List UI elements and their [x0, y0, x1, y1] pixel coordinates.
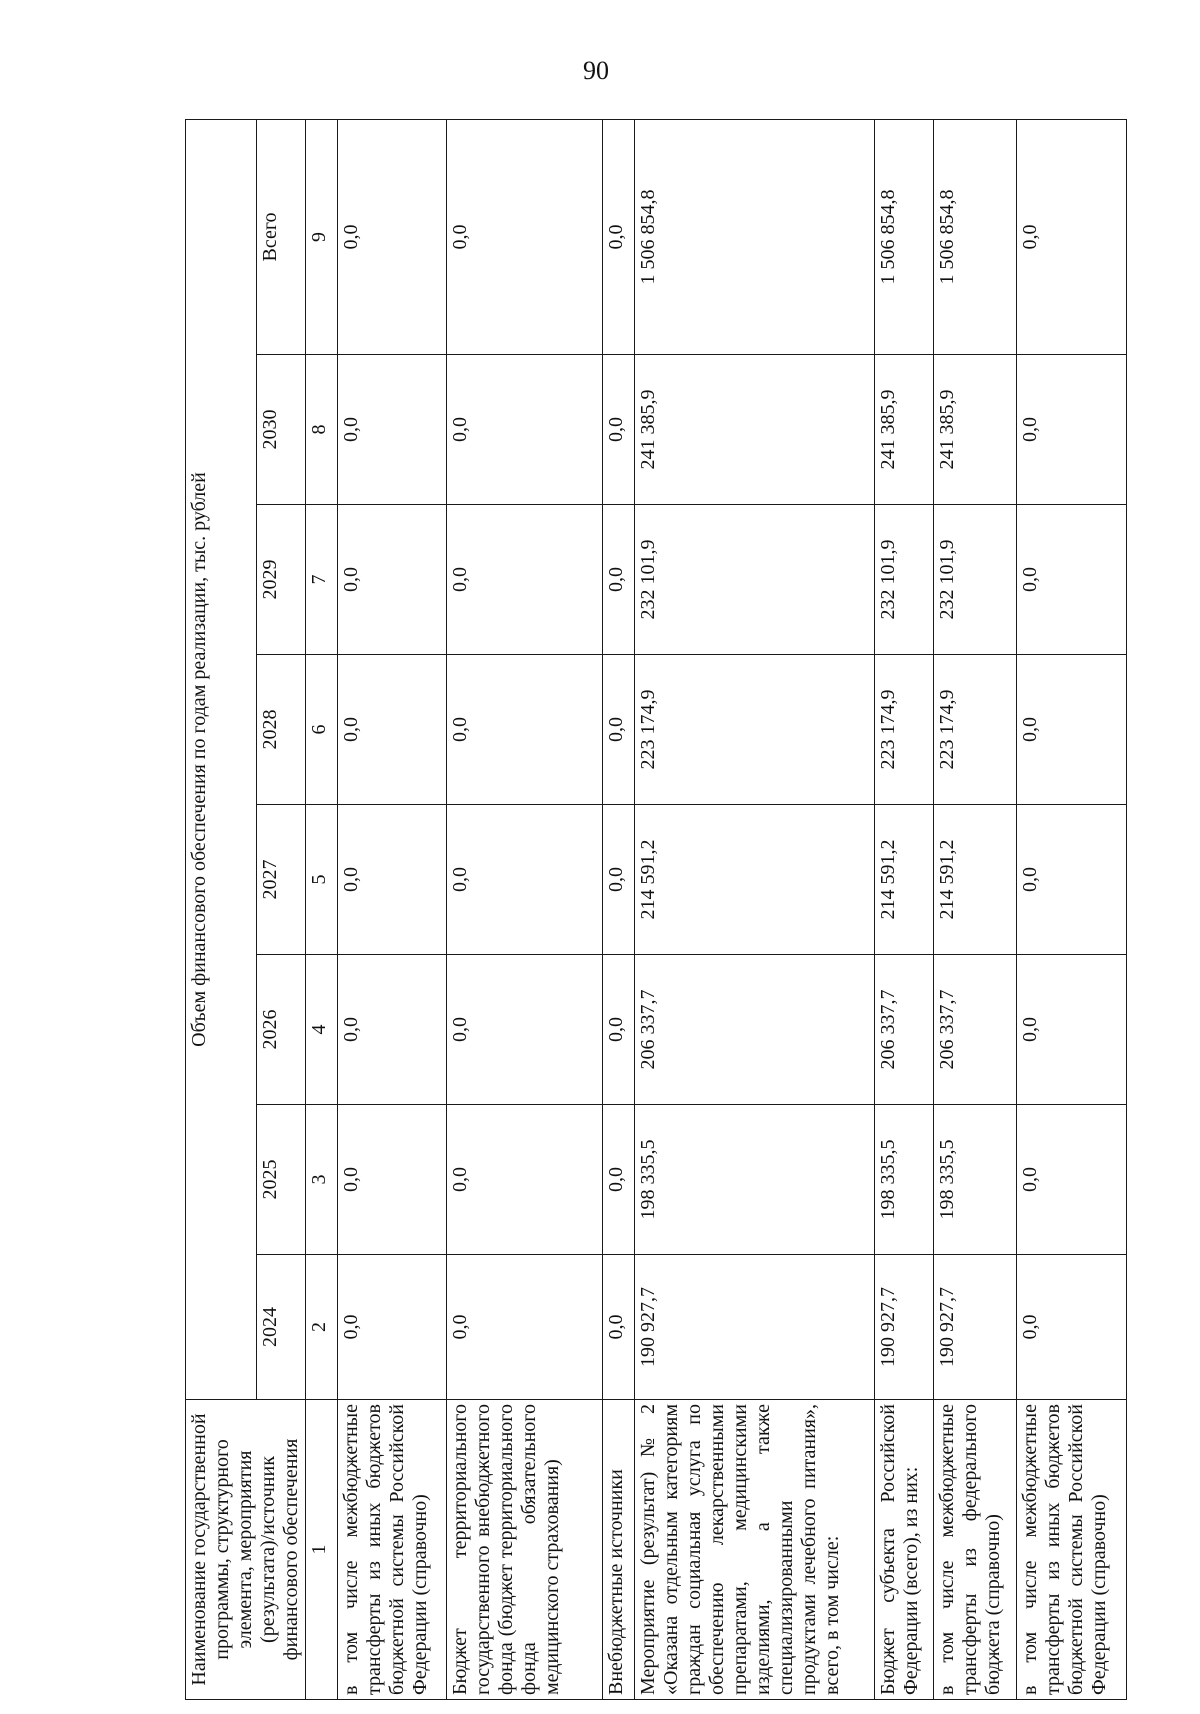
year-header-2028: 2028: [256, 655, 305, 805]
row-year-value: 0,0: [447, 1105, 603, 1255]
row-year-value: 0,0: [1017, 955, 1127, 1105]
index-cell: 6: [306, 655, 338, 805]
row-year-value: 0,0: [603, 355, 635, 505]
volume-header: Объем финансового обеспечения по годам реализации, тыс. рублей: [186, 119, 257, 1399]
row-year-value: 0,0: [447, 355, 603, 505]
row-year-value: 198 335,5: [933, 1105, 1017, 1255]
index-cell: 4: [306, 955, 338, 1105]
rotated-table-wrapper: [185, 120, 1111, 1700]
row-year-value: 0,0: [447, 505, 603, 655]
row-name: в том числе межбюджетные трансферты из иных бюджетов бюджетной системы Российской Федерации (справочно): [337, 1400, 447, 1700]
row-total-value: 0,0: [337, 119, 447, 354]
row-year-value: 0,0: [337, 1255, 447, 1400]
table-row: [1017, 119, 1127, 1699]
row-year-value: 0,0: [337, 355, 447, 505]
row-year-value: 0,0: [603, 655, 635, 805]
row-year-value: 241 385,9: [933, 355, 1017, 505]
index-cell: 7: [306, 505, 338, 655]
row-year-value: 206 337,7: [933, 955, 1017, 1105]
row-year-value: 0,0: [603, 805, 635, 955]
row-year-value: 0,0: [337, 1105, 447, 1255]
row-total-value: 1 506 854,8: [874, 119, 933, 354]
row-year-value: 223 174,9: [933, 655, 1017, 805]
row-total-value: 0,0: [1017, 119, 1127, 354]
total-header: Всего: [256, 119, 305, 354]
row-year-value: 190 927,7: [874, 1255, 933, 1400]
row-year-value: 0,0: [337, 505, 447, 655]
row-year-value: 0,0: [337, 805, 447, 955]
row-year-value: 0,0: [447, 1255, 603, 1400]
table-row: [933, 119, 1017, 1699]
row-year-value: 223 174,9: [874, 655, 933, 805]
row-year-value: 0,0: [1017, 1105, 1127, 1255]
index-cell: 1: [306, 1400, 338, 1700]
row-year-value: 0,0: [447, 955, 603, 1105]
row-year-value: 241 385,9: [874, 355, 933, 505]
row-year-value: 0,0: [603, 955, 635, 1105]
year-header-2029: 2029: [256, 505, 305, 655]
row-year-value: 0,0: [1017, 355, 1127, 505]
row-name: Бюджет территориального государственного внебюджетного фонда (бюджет территориального фонда обязательного медицинского страхования): [447, 1400, 603, 1700]
row-year-value: 0,0: [1017, 655, 1127, 805]
page-number: 90: [583, 56, 609, 85]
row-name: в том числе межбюджетные трансферты из федерального бюджета (справочно): [933, 1400, 1017, 1700]
row-year-value: 206 337,7: [635, 955, 875, 1105]
year-header-2025: 2025: [256, 1105, 305, 1255]
row-year-value: 190 927,7: [635, 1255, 875, 1400]
financing-table: [185, 119, 1127, 1700]
row-name: Внебюджетные источники: [603, 1400, 635, 1700]
row-year-value: 232 101,9: [933, 505, 1017, 655]
row-name: в том числе межбюджетные трансферты из иных бюджетов бюджетной системы Российской Федерации (справочно): [1017, 1400, 1127, 1700]
row-year-value: 0,0: [447, 805, 603, 955]
row-year-value: 0,0: [447, 655, 603, 805]
row-year-value: 223 174,9: [635, 655, 875, 805]
table-row: [447, 119, 603, 1699]
row-total-value: 0,0: [447, 119, 603, 354]
row-year-value: 0,0: [603, 1255, 635, 1400]
index-row: [306, 119, 338, 1699]
row-year-value: 206 337,7: [874, 955, 933, 1105]
table-row: [337, 119, 447, 1699]
row-year-value: 241 385,9: [635, 355, 875, 505]
row-year-value: 190 927,7: [933, 1255, 1017, 1400]
row-year-value: 198 335,5: [874, 1105, 933, 1255]
row-total-value: 1 506 854,8: [933, 119, 1017, 354]
row-year-value: 0,0: [1017, 805, 1127, 955]
row-year-value: 0,0: [337, 655, 447, 805]
row-year-value: 214 591,2: [635, 805, 875, 955]
year-header-2030: 2030: [256, 355, 305, 505]
year-header-2026: 2026: [256, 955, 305, 1105]
row-year-value: 0,0: [337, 955, 447, 1105]
row-year-value: 0,0: [1017, 1255, 1127, 1400]
row-year-value: 232 101,9: [874, 505, 933, 655]
row-name: Мероприятие (результат) № 2 «Оказана отдельным категориям граждан социальная услуга по обеспечению лекарственными препаратами, медицинскими изделиями, а также специализированными продуктами лечебного питания», всего, в том числе:: [635, 1400, 875, 1700]
row-total-value: 1 506 854,8: [635, 119, 875, 354]
row-year-value: 232 101,9: [635, 505, 875, 655]
index-cell: 5: [306, 805, 338, 955]
table-row: [874, 119, 933, 1699]
index-cell: 3: [306, 1105, 338, 1255]
row-year-value: 0,0: [1017, 505, 1127, 655]
row-year-value: 214 591,2: [933, 805, 1017, 955]
row-year-value: 198 335,5: [635, 1105, 875, 1255]
table-row: [603, 119, 635, 1699]
index-cell: 9: [306, 119, 338, 354]
name-header: Наименование государственной программы, структурного элемента, мероприятия (результата)/источник финансового обеспечения: [186, 1400, 306, 1700]
index-cell: 8: [306, 355, 338, 505]
row-year-value: 214 591,2: [874, 805, 933, 955]
row-year-value: 0,0: [603, 505, 635, 655]
row-total-value: 0,0: [603, 119, 635, 354]
row-name: Бюджет субъекта Российской Федерации (всего), из них:: [874, 1400, 933, 1700]
index-cell: 2: [306, 1255, 338, 1400]
year-header-2024: 2024: [256, 1255, 305, 1400]
year-header-2027: 2027: [256, 805, 305, 955]
row-year-value: 0,0: [603, 1105, 635, 1255]
table-row: [635, 119, 875, 1699]
